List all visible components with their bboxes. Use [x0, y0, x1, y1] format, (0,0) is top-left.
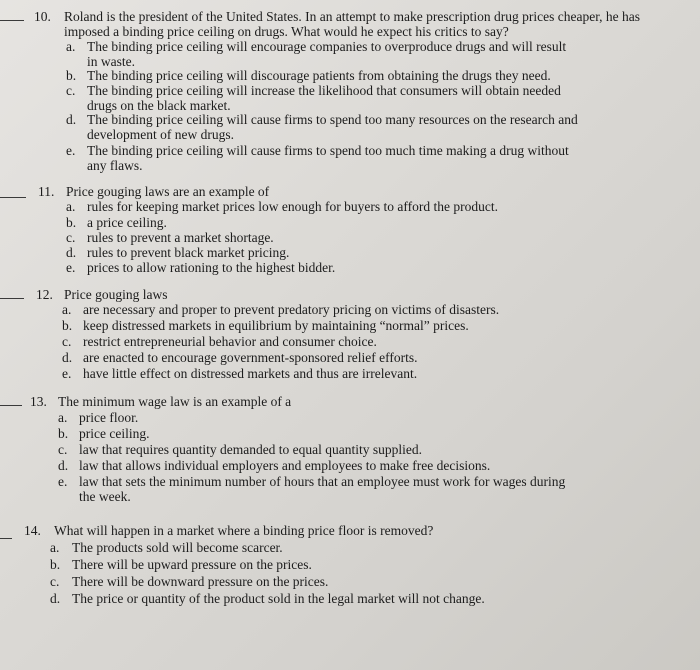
option-letter: b.: [66, 215, 77, 230]
option-letter: d.: [66, 245, 77, 260]
option-letter: d.: [62, 350, 73, 365]
option-letter: e.: [62, 366, 72, 381]
question-number: 10.: [34, 9, 51, 24]
question-number: 12.: [36, 287, 53, 302]
option-text: are enacted to encourage government-sponsored relief efforts.: [83, 350, 418, 365]
question-text: Roland is the president of the United States. In an attempt to make prescription drug prices cheaper, he has imposed a binding price ceiling on drugs. What would he expect his critics to say?: [64, 9, 641, 39]
option-letter: a.: [58, 410, 68, 425]
option-letter: e.: [66, 260, 76, 275]
option-letter: a.: [50, 540, 60, 555]
option-text: are necessary and proper to prevent predatory pricing on victims of disasters.: [83, 302, 500, 317]
option-letter: c.: [50, 574, 60, 589]
option-letter: c.: [66, 230, 76, 245]
answer-blank[interactable]: [0, 405, 22, 406]
option-text: The binding price ceiling will encourage companies to overproduce drugs and will result in waste.: [87, 39, 567, 69]
option-letter: c.: [66, 83, 76, 98]
option-text: have little effect on distressed markets and thus are irrelevant.: [83, 366, 418, 381]
answer-blank[interactable]: [0, 538, 12, 539]
option-letter: e.: [58, 474, 68, 489]
option-text: The binding price ceiling will discourage patients from obtaining the drugs they need.: [87, 68, 551, 83]
option-letter: a.: [66, 39, 76, 54]
option-text: law that requires quantity demanded to equal quantity supplied.: [79, 442, 423, 457]
question-text: What will happen in a market where a binding price floor is removed?: [54, 523, 434, 538]
question-number: 11.: [38, 184, 55, 199]
option-letter: b.: [62, 318, 73, 333]
option-text: There will be downward pressure on the prices.: [72, 574, 329, 589]
option-text: law that allows individual employers and employees to make free decisions.: [79, 458, 491, 473]
option-text: restrict entrepreneurial behavior and consumer choice.: [83, 334, 377, 349]
option-letter: a.: [66, 199, 76, 214]
option-letter: c.: [62, 334, 72, 349]
option-text: The binding price ceiling will cause firms to spend too much time making a drug without any flaws.: [87, 143, 569, 173]
question-text: The minimum wage law is an example of a: [58, 394, 292, 409]
answer-blank[interactable]: [0, 20, 24, 21]
option-text: law that sets the minimum number of hours that an employee must work for wages during the week.: [79, 474, 566, 504]
option-letter: e.: [66, 143, 76, 158]
option-text: The price or quantity of the product sold in the legal market will not change.: [72, 591, 485, 606]
option-text: rules to prevent black market pricing.: [87, 245, 290, 260]
answer-blank[interactable]: [0, 197, 26, 198]
option-text: price floor.: [79, 410, 139, 425]
question-number: 14.: [24, 523, 41, 538]
question-number: 13.: [30, 394, 47, 409]
option-text: rules for keeping market prices low enough for buyers to afford the product.: [87, 199, 498, 214]
option-letter: a.: [62, 302, 72, 317]
option-letter: b.: [66, 68, 77, 83]
answer-blank[interactable]: [0, 298, 24, 299]
option-text: The binding price ceiling will cause firms to spend too many resources on the research and development of new drugs.: [87, 112, 578, 142]
option-letter: b.: [50, 557, 61, 572]
option-letter: c.: [58, 442, 68, 457]
option-letter: d.: [66, 112, 77, 127]
option-letter: d.: [50, 591, 61, 606]
option-text: keep distressed markets in equilibrium by maintaining “normal” prices.: [83, 318, 469, 333]
option-text: The products sold will become scarcer.: [72, 540, 283, 555]
question-text: Price gouging laws are an example of: [66, 184, 270, 199]
option-text: prices to allow rationing to the highest bidder.: [87, 260, 336, 275]
option-text: a price ceiling.: [87, 215, 167, 230]
question-text: Price gouging laws: [64, 287, 168, 302]
option-text: price ceiling.: [79, 426, 150, 441]
option-text: There will be upward pressure on the prices.: [72, 557, 312, 572]
option-letter: b.: [58, 426, 69, 441]
option-text: The binding price ceiling will increase the likelihood that consumers will obtain needed drugs on the black market.: [87, 83, 561, 113]
option-text: rules to prevent a market shortage.: [87, 230, 274, 245]
option-letter: d.: [58, 458, 69, 473]
